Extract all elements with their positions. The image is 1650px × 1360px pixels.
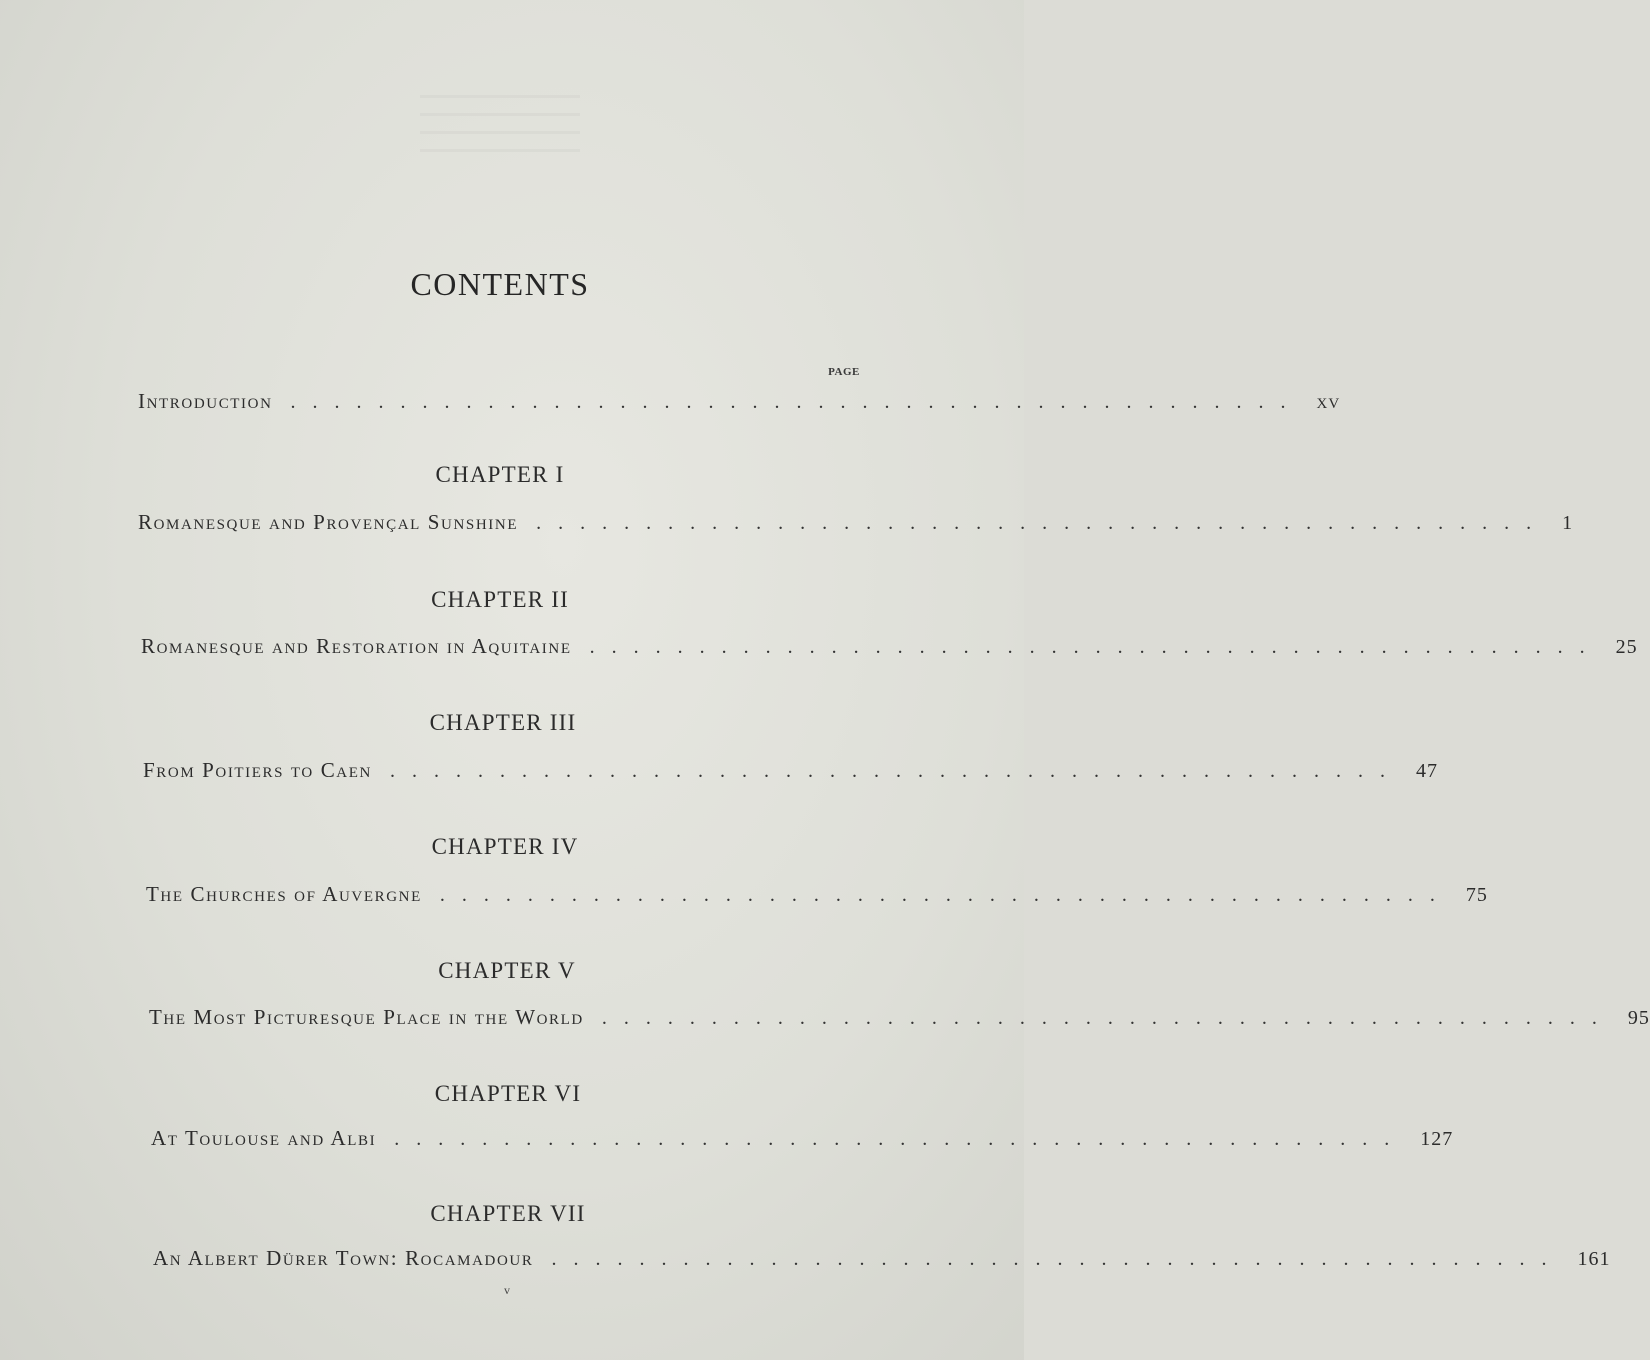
toc-entry [153,1246,1611,1276]
entry-page-number: 161 [1577,1248,1611,1270]
toc-entry [143,758,1438,788]
dot-leader: .............................................. [394,1128,1407,1150]
entry-title: Introduction [138,389,273,413]
entry-page-number: 127 [1420,1128,1454,1150]
chapter-heading: CHAPTER IV [431,834,579,859]
chapter-heading: CHAPTER I [435,462,565,487]
entry-title: The Most Picturesque Place in the World [149,1005,584,1029]
toc-entry [138,510,1574,540]
toc-entry [151,1126,1454,1156]
entry-page-number: 25 [1615,636,1638,658]
dot-leader: .............................................. [389,760,1402,782]
dot-leader: .............................................. [439,884,1452,906]
entry-page-number: 1 [1562,512,1574,534]
entry-page-number: 47 [1415,760,1438,782]
contents-title: CONTENTS [410,266,590,302]
entry-title: The Churches of Auvergne [146,882,422,906]
toc-entry [146,882,1488,912]
dot-leader: .............................................. [290,391,1303,413]
entry-title: From Poitiers to Caen [143,758,372,782]
entry-page-number: 75 [1465,884,1488,906]
chapter-heading: CHAPTER VI [434,1081,582,1106]
show-through-text [420,92,580,152]
chapter-heading: CHAPTER VII [430,1201,586,1226]
chapter-heading: CHAPTER II [431,587,569,612]
toc-entry [141,634,1638,664]
dot-leader: .............................................. [551,1248,1564,1270]
entry-title: Romanesque and Provençal Sunshine [138,510,519,534]
dot-leader: .............................................. [536,512,1549,534]
page-folio: v [504,1283,510,1297]
dot-leader: .............................................. [589,636,1602,658]
page-column-label: PAGE [828,366,860,378]
toc-entry-introduction [138,388,1341,418]
entry-page-number: xv [1316,388,1341,413]
chapter-heading: CHAPTER V [438,958,576,983]
dot-leader: .............................................. [601,1007,1614,1029]
entry-title: Romanesque and Restoration in Aquitaine [141,634,572,658]
entry-title: At Toulouse and Albi [151,1126,377,1150]
entry-page-number: 95 [1627,1007,1650,1029]
chapter-heading: CHAPTER III [429,710,577,735]
toc-entry [149,1005,1650,1035]
entry-title: An Albert Dürer Town: Rocamadour [153,1246,534,1270]
